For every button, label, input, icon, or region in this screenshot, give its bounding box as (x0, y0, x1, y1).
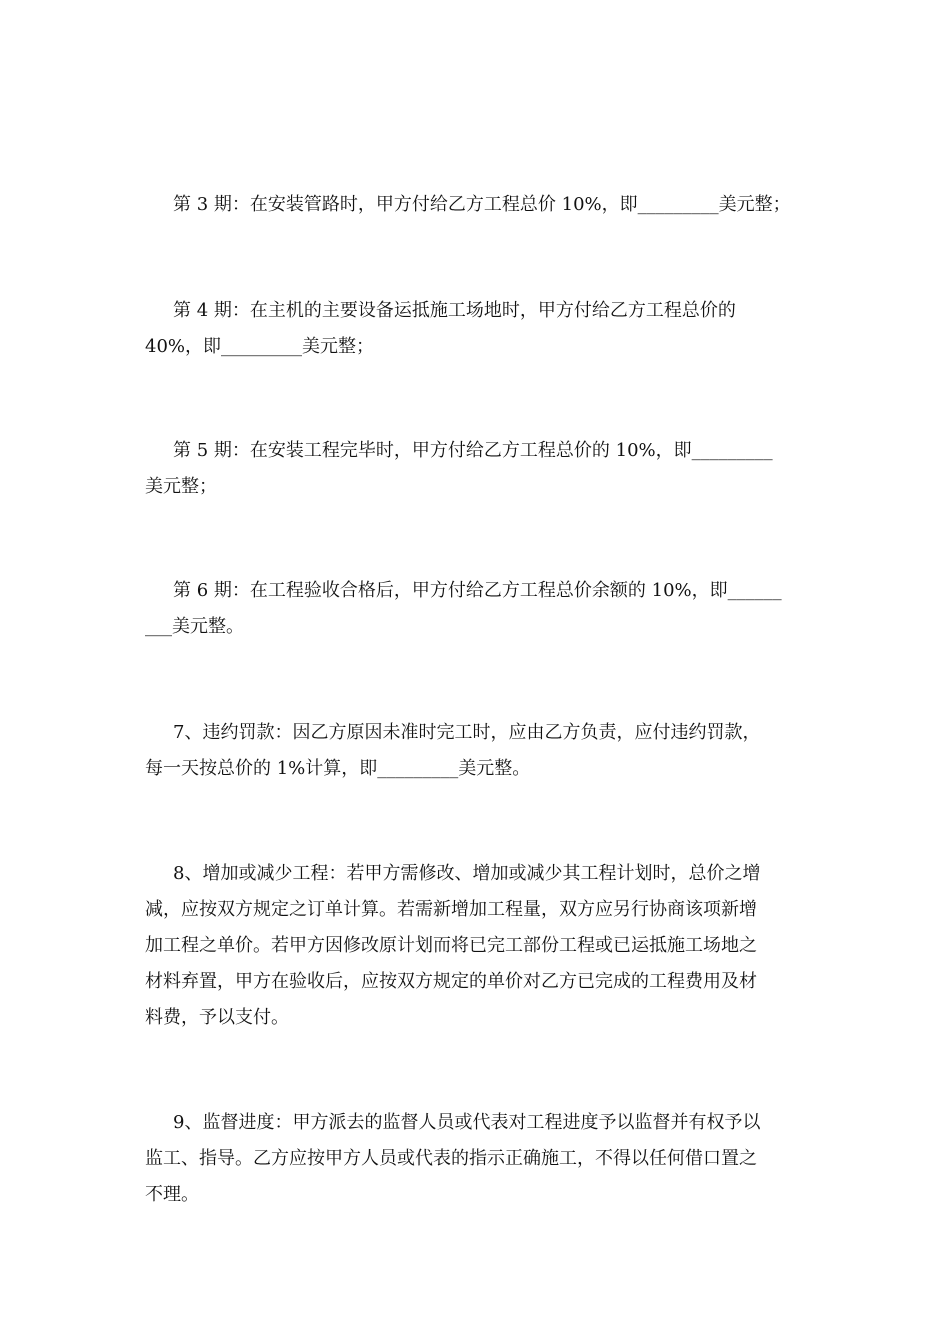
paragraph-line: 8、增加或减少工程：若甲方需修改、增加或减少其工程计划时，总价之增 (173, 863, 761, 884)
paragraph-line: 监工、指导。乙方应按甲方人员或代表的指示正确施工，不得以任何借口置之 (145, 1148, 757, 1169)
paragraph-line: ___美元整。 (145, 616, 244, 637)
payment-term-3 (145, 187, 815, 223)
paragraph-line: 7、违约罚款：因乙方原因未准时完工时，应由乙方负责，应付违约罚款， (173, 722, 761, 743)
clause-9-supervision (145, 1105, 815, 1213)
paragraph-line: 第 6 期：在工程验收合格后，甲方付给乙方工程总价余额的 10%，即______ (173, 580, 782, 601)
clause-8-changes (145, 856, 815, 1036)
paragraph-line: 美元整； (145, 476, 217, 497)
paragraph-line: 每一天按总价的 1%计算，即_________美元整。 (145, 758, 531, 779)
paragraph-line: 第 5 期：在安装工程完毕时，甲方付给乙方工程总价的 10%，即_________ (173, 440, 773, 461)
paragraph-line: 减，应按双方规定之订单计算。若需新增加工程量，双方应另行协商该项新增 (145, 899, 757, 920)
payment-term-5 (145, 433, 815, 505)
paragraph-line: 料费，予以支付。 (145, 1007, 289, 1028)
payment-term-6 (145, 573, 815, 645)
paragraph-line: 第 3 期：在安装管路时，甲方付给乙方工程总价 10%，即_________美元整； (173, 194, 791, 215)
paragraph-line: 加工程之单价。若甲方因修改原计划而将已完工部份工程或已运抵施工场地之 (145, 935, 757, 956)
paragraph-line: 40%，即_________美元整； (145, 336, 375, 357)
paragraph-line: 材料弃置，甲方在验收后，应按双方规定的单价对乙方已完成的工程费用及材 (145, 971, 757, 992)
paragraph-line: 不理。 (145, 1184, 199, 1205)
paragraph-line: 9、监督进度：甲方派去的监督人员或代表对工程进度予以监督并有权予以 (173, 1112, 761, 1133)
paragraph-line: 第 4 期：在主机的主要设备运抵施工场地时，甲方付给乙方工程总价的 (173, 300, 736, 321)
payment-term-4 (145, 293, 815, 365)
clause-7-penalty (145, 715, 815, 787)
